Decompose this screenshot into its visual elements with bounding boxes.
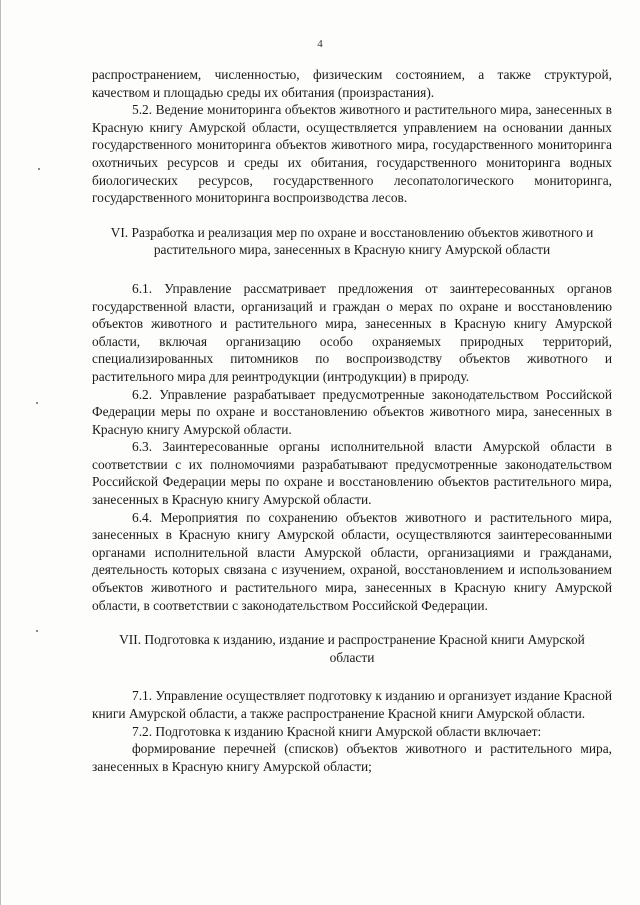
scan-speck — [36, 630, 38, 632]
section-7-heading: VII. Подготовка к изданию, издание и распространение Красной книги Амурской области — [119, 632, 585, 665]
paragraph-6-3: 6.3. Заинтересованные органы исполнительной власти Амурской области в соответствии с их полномочиями разрабатывают предусмотренные законодательством Российской Федерации меры по охране и восстановлению объектов растительного мира, занесенных в Красную книгу Амурской области. — [92, 439, 612, 508]
scan-speck — [36, 402, 38, 404]
paragraph-6-1: 6.1. Управление рассматривает предложения от заинтересованных органов государственной власти, организаций и граждан о мерах по охране и восстановлению объектов животного и растительного мира, занесенных в Красную книгу Амурской области, включая организацию особо охраняемых природных территорий, специализированных питомников по воспроизводству объектов животного и растительного мира для реинтродукции (интродукции) в природу. — [92, 280, 612, 384]
scan-edge — [0, 0, 1, 905]
paragraph-6-4: 6.4. Мероприятия по сохранению объектов животного и растительного мира, занесенных в Красную книгу Амурской области, осуществляются заинтересованными органами исполнительной власти Амурской области, организациями и гражданами, деятельность которых связана с изучением, охраной, восстановлением и использованием объектов животного и растительного мира, занесенных в Красную книгу Амурской области, в соответствии с законодательством Российской Федерации. — [92, 509, 612, 613]
paragraph-6-2: 6.2. Управление разрабатывает предусмотренные законодательством Российской Федерации меры по охране и восстановлению объектов животного мира, занесенных в Красную книгу Амурской области. — [92, 386, 612, 437]
page-number: 4 — [317, 38, 323, 50]
paragraph-7-2: 7.2. Подготовка к изданию Красной книги Амурской области включает: — [132, 723, 542, 739]
paragraph-continuation: распространением, численностью, физическим состоянием, а также структурой, качеством и площадью среды их обитания (произрастания). — [92, 67, 612, 100]
document-body — [92, 66, 612, 775]
paragraph-7-1: 7.1. Управление осуществляет подготовку к изданию и организует издание Красной книги Амурской области, а также распространение Красной книги Амурской области. — [92, 688, 612, 721]
scan-speck — [38, 168, 40, 170]
section-6-heading: VI. Разработка и реализация мер по охране и восстановлению объектов животного и растительного мира, занесенных в Красную книгу Амурской области — [110, 224, 594, 258]
paragraph-5-2: 5.2. Ведение мониторинга объектов животного и растительного мира, занесенных в Красную книгу Амурской области, осуществляется управлением на основании данных государственного мониторинга объектов животного мира, государственного мониторинга охотничьих ресурсов и среды их обитания, государственного мониторинга водных биологических ресурсов, государственного лесопатологического мониторинга, государственного мониторинга воспроизводства лесов. — [92, 102, 612, 206]
paragraph-7-2-item: формирование перечней (списков) объектов животного и растительного мира, занесенных в Красную книгу Амурской области; — [92, 741, 612, 774]
